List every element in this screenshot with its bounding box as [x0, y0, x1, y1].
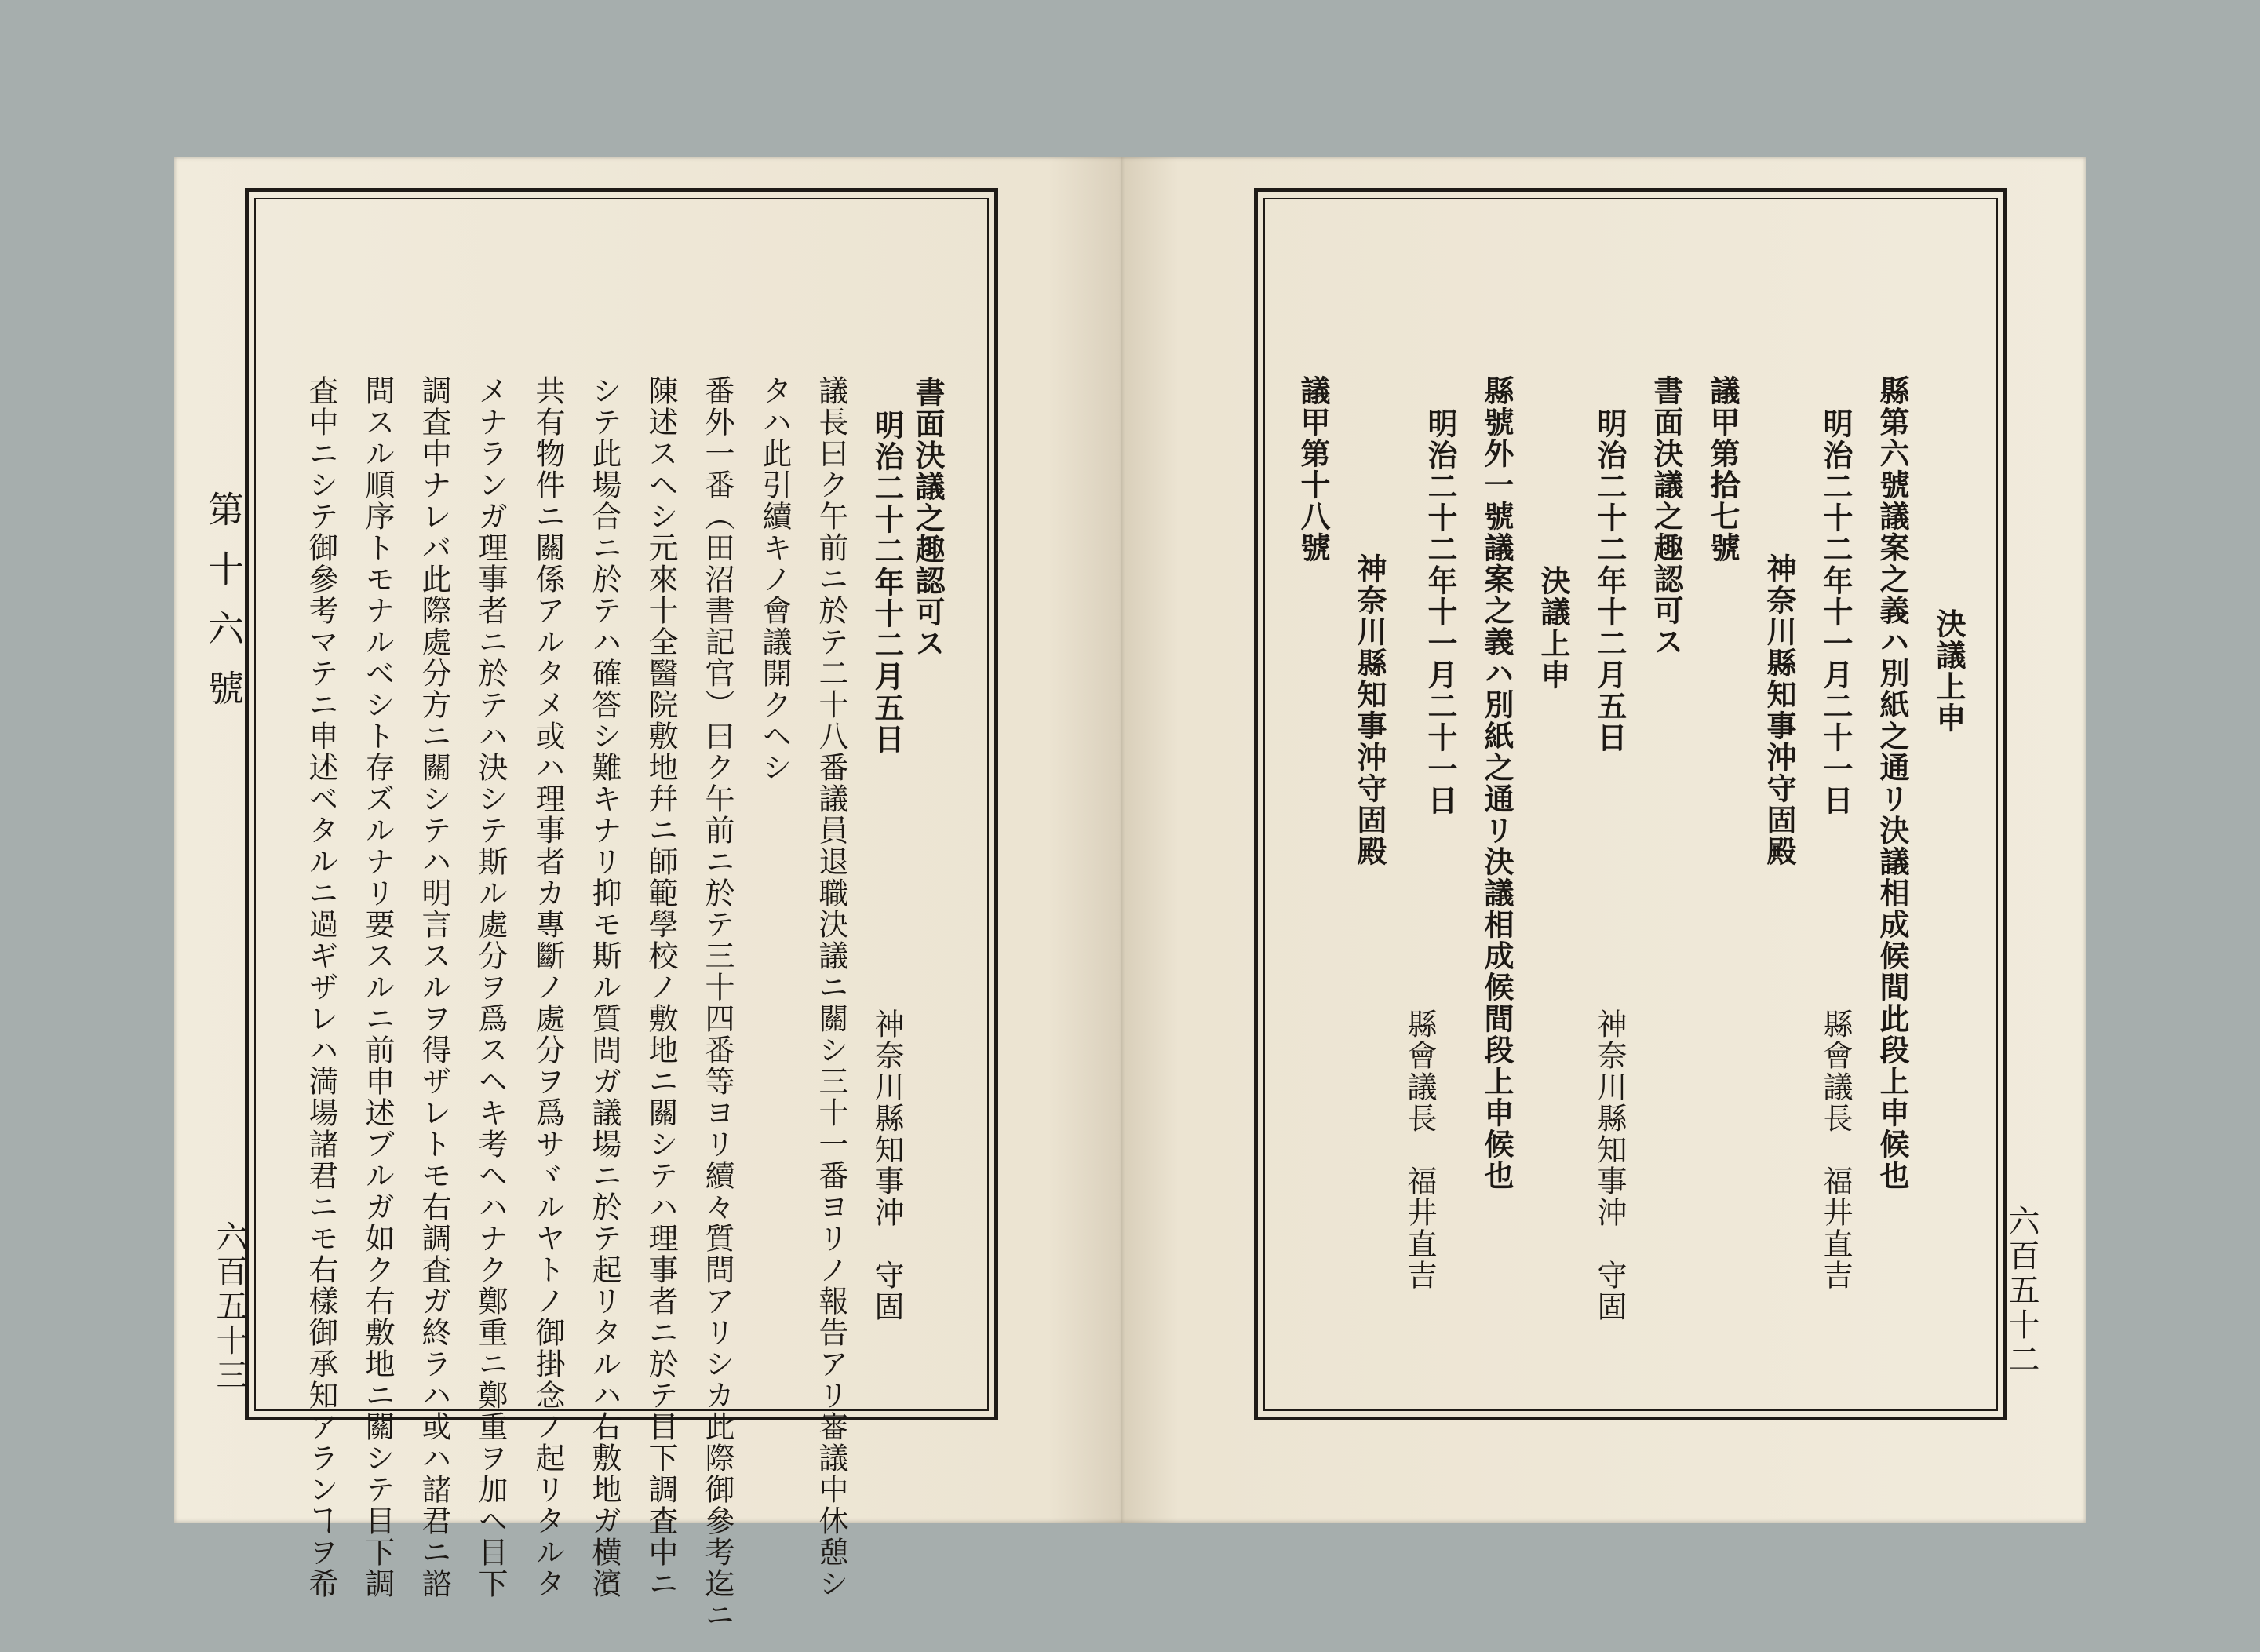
text-column: 調査中ナレバ此際處分方ニ關シテハ明言スルヲ得ザレトモ右調査ガ終ラハ或ハ諸君ニ諮	[417, 375, 451, 1599]
text-column: 縣會議長 福井直吉	[1402, 1008, 1437, 1291]
text-column: 陳述スヘシ元來十全醫院敷地幷ニ師範學校ノ敷地ニ關シテハ理事者ニ於テ目下調査中ニ	[643, 375, 678, 1599]
text-column: 番外一番（田沼書記官）曰ク午前ニ於テ三十四番等ヨリ續々質問アリシカ此際御參考迄ニ	[700, 375, 734, 1631]
page-number-right: 六百五十二	[2003, 1205, 2039, 1377]
text-column: 明治二十二年十二月五日	[869, 410, 904, 755]
text-column: 書面決議之趣認可ス	[910, 377, 945, 659]
text-column: 縣會議長 福井直吉	[1818, 1008, 1853, 1291]
text-column: 神奈川縣知事沖守固殿	[1352, 553, 1387, 867]
page-number-left: 六百五十三	[211, 1220, 247, 1393]
text-column: 明治二十二年十二月五日	[1592, 408, 1627, 753]
text-column: メナランガ理事者ニ於テハ決シテ斯ル處分ヲ爲スヘキ考ヘハナク鄭重ニ鄭重ヲ加ヘ目下	[473, 375, 508, 1599]
text-column: 明治二十二年十一月二十一日	[1423, 408, 1457, 816]
text-column: 神奈川縣知事沖 守固	[869, 1008, 904, 1322]
text-column: シテ此場合ニ於テハ確答シ難キナリ抑モ斯ル質問ガ議場ニ於テ起リタルハ右敷地ガ横濱	[587, 375, 622, 1599]
text-column: 明治二十二年十一月二十一日	[1818, 408, 1853, 816]
text-column: 共有物件ニ關係アルタメ或ハ理事者カ專斷ノ處分ヲ爲サヾルヤトノ御掛念ノ起リタルタ	[530, 375, 565, 1599]
text-column: 神奈川縣知事沖 守固	[1592, 1008, 1627, 1322]
text-column: 議長曰ク午前ニ於テ二十八番議員退職決議ニ關シ三十一番ヨリノ報告アリ審議中休憩シ	[814, 375, 848, 1599]
text-column: 決議上申	[1536, 565, 1570, 691]
text-column: 縣第六號議案之義ハ別紙之通リ決議相成候間此段上申候也	[1875, 375, 1909, 1191]
text-column: 査中ニシテ御參考マテニ申述ベタルニ過ギザレハ満場諸君ニモ右樣御承知アランヿヲ希	[304, 375, 338, 1599]
text-column: 議甲第拾七號	[1705, 375, 1740, 563]
text-column: 議甲第十八號	[1296, 375, 1330, 563]
text-column: 縣號外一號議案之義ハ別紙之通リ決議相成候間段上申候也	[1479, 375, 1514, 1191]
text-column: 神奈川縣知事沖守固殿	[1762, 553, 1796, 867]
chapter-title: 第十六號	[202, 490, 245, 729]
text-column: 書面決議之趣認可ス	[1649, 375, 1683, 658]
text-column: タハ此引續キノ會議開クヘシ	[757, 375, 792, 783]
text-column: 決議上申	[1931, 608, 1966, 734]
text-column: 問スル順序トモナルベシト存ズルナリ要スルニ前申述ブルガ如ク右敷地ニ關シテ目下調	[360, 375, 395, 1599]
